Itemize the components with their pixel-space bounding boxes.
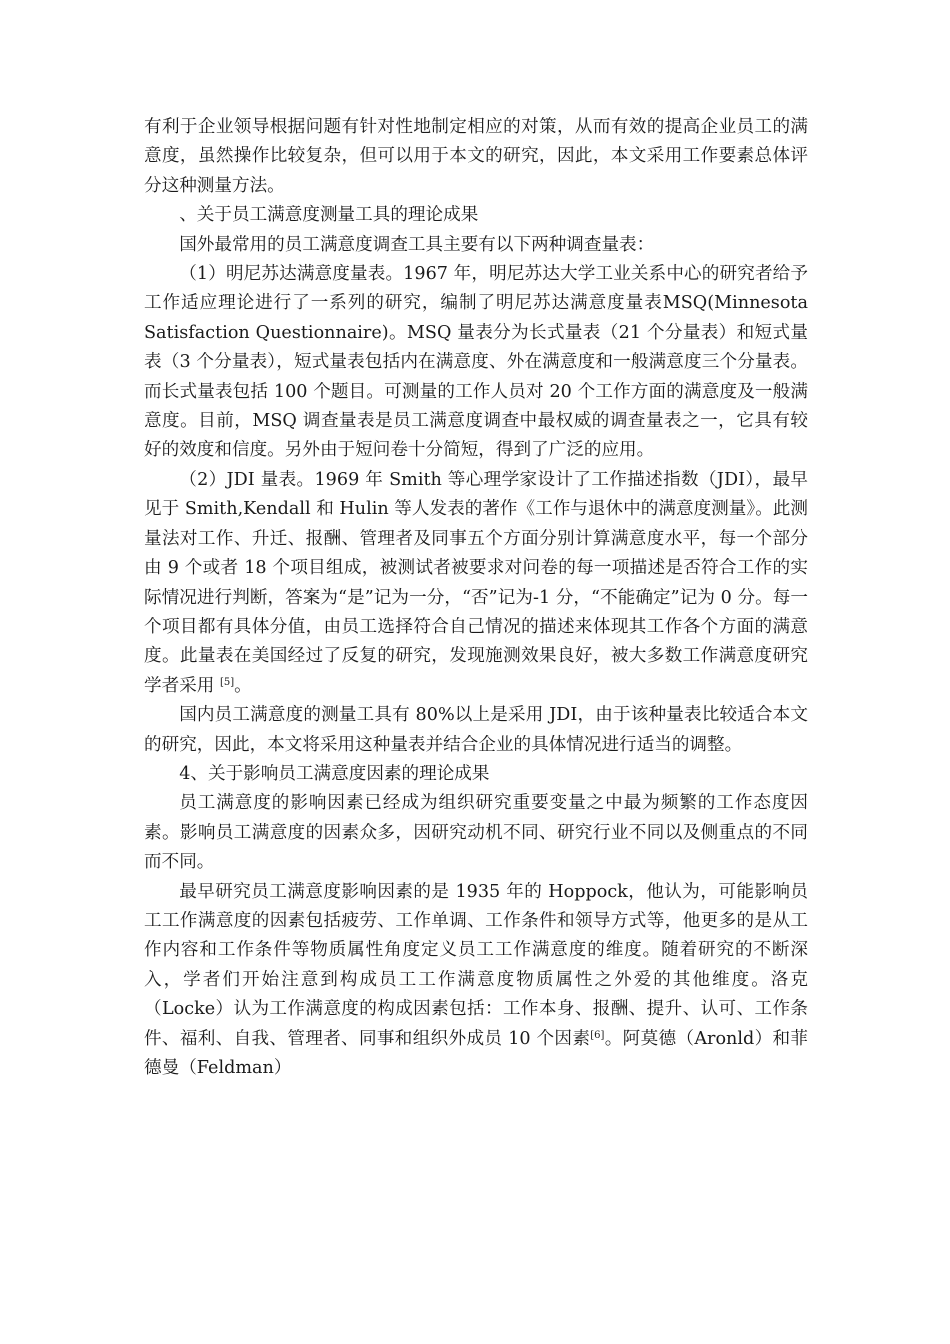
- paragraph-hoppock: [144, 878, 808, 1084]
- paragraph-continuation: 有利于企业领导根据问题有针对性地制定相应的对策，从而有效的提高企业员工的满意度，虽然操作比较复杂，但可以用于本文的研究，因此，本文采用工作要素总体评分这种测量方法。: [144, 117, 808, 196]
- document-page: [144, 113, 808, 1083]
- paragraph-msq: （1）明尼苏达满意度量表。1967 年，明尼苏达大学工业关系中心的研究者给予工作适应理论进行了一系列的研究，编制了明尼苏达满意度量表MSQ(Minnesota Satisfaction Questionnaire)。MSQ 量表分为长式量表（21 个分量表）和短式量表（3 个分量表），短式量表包括内在满意度、外在满意度和一般满意度三个分量表。而长式量表包括 100 个题目。可测量的工作人员对 20 个工作方面的满意度及一般满意度。目前，MSQ 调查量表是员工满意度调查中最权威的调查量表之一，它具有较好的效度和信度。另外由于短问卷十分简短，得到了广泛的应用。: [144, 264, 808, 461]
- paragraph-hoppock-text: 最早研究员工满意度影响因素的是 1935 年的 Hoppock，他认为，可能影响员工工作满意度的因素包括疲劳、工作单调、工作条件和领导方式等，他更多的是从工作内容和工作条件等物质属性角度定义员工工作满意度的维度。随着研究的不断深入，学者们开始注意到构成员工工作满意度物质属性之外爱的其他维度。洛克（Locke）认为工作满意度的构成因素包括：工作本身、报酬、提升、认可、工作条件、福利、自我、管理者、同事和组织外成员 10 个因素: [144, 881, 808, 1049]
- paragraph-jdi-text: （2）JDI 量表。1969 年 Smith 等心理学家设计了工作描述指数（JDI），最早见于 Smith,Kendall 和 Hulin 等人发表的著作《工作与退休中的满意度测量》。此测量法对工作、升迁、报酬、管理者及同事五个方面分别计算满意度水平，每一个部分由 9 个或者 18 个项目组成，被测试者被要求对问卷的每一项描述是否符合工作的实际情况进行判断，答案为“是”记为一分，“否”记为-1 分，“不能确定”记为 0 分。每一个项目都有具体分值，由员工选择符合自己情况的描述来体现其工作各个方面的满意度。此量表在美国经过了反复的研究，发现施测效果良好，被大多数工作满意度研究学者采用: [144, 469, 808, 696]
- paragraph-hoppock-end: 。阿莫德（Aronld）和菲德曼（Feldman）: [144, 1028, 809, 1078]
- paragraph-jdi: [144, 466, 808, 701]
- citation-6: [6]: [590, 1029, 605, 1041]
- paragraph-domestic: 国内员工满意度的测量工具有 80%以上是采用 JDI，由于该种量表比较适合本文的研究，因此，本文将采用这种量表并结合企业的具体情况进行适当的调整。: [144, 705, 808, 755]
- section-heading-influence-factors: 4、关于影响员工满意度因素的理论成果: [179, 763, 490, 784]
- section-heading-measurement-tools: 、关于员工满意度测量工具的理论成果: [179, 205, 479, 226]
- paragraph-factors: 员工满意度的影响因素已经成为组织研究重要变量之中最为频繁的工作态度因素。影响员工满意度的因素众多，因研究动机不同、研究行业不同以及侧重点的不同而不同。: [144, 793, 808, 873]
- paragraph-intro: 国外最常用的员工满意度调查工具主要有以下两种调查量表：: [179, 234, 655, 255]
- citation-5: [5]: [219, 676, 235, 688]
- paragraph-jdi-end: 。: [234, 675, 252, 696]
